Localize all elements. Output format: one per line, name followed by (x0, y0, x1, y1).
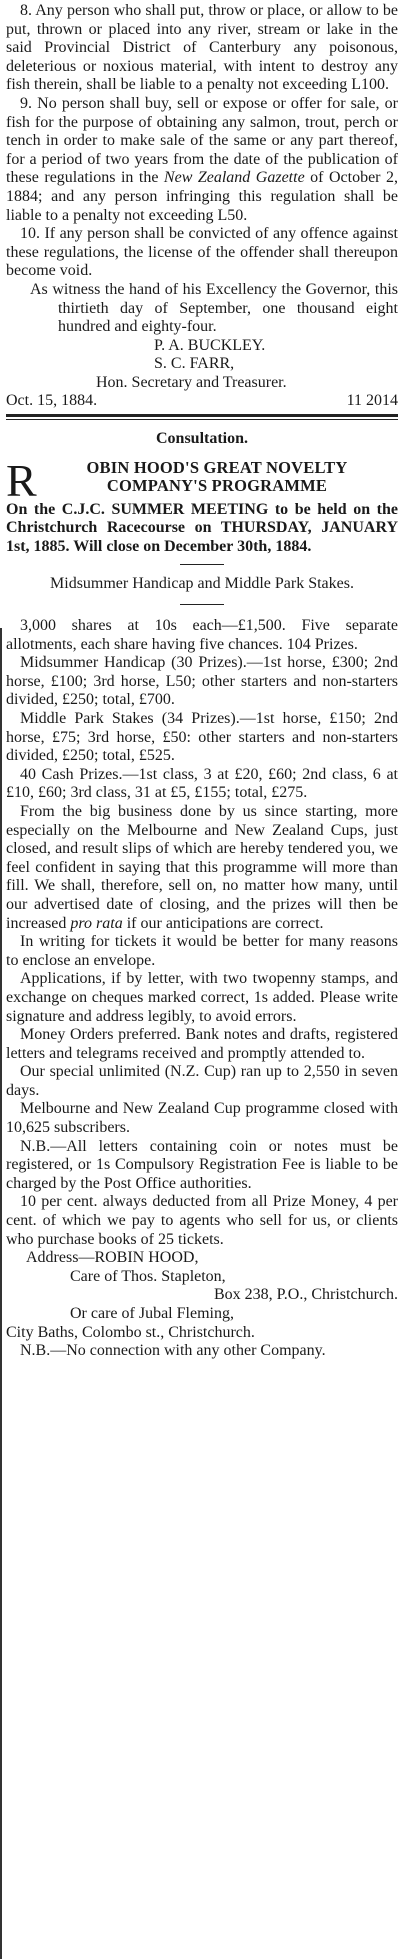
address-block (6, 1249, 398, 1342)
short-divider (180, 564, 224, 565)
notice-date: Oct. 15, 1884. (6, 392, 98, 410)
signatory-buckley: P. A. BUCKLEY. (154, 336, 266, 354)
dateline (6, 392, 398, 411)
signatory-farr: S. C. FARR, (154, 355, 235, 373)
witness-clause: As witness the hand of his Excellency the Governor, this thirtieth day of September, one thousand eight hundred and eighty-four. (30, 280, 398, 336)
midsummer-prizes: Midsummer Handicap (30 Prizes).—1st horse, £300; 2nd horse, £100; 3rd horse, L50; other starters and non-starters divided, £250; total, £700. (6, 654, 398, 709)
regulation-9 (6, 95, 398, 225)
money-orders-paragraph: Money Orders preferred. Bank notes and drafts, registered letters and telegrams received and promptly attended to. (6, 1026, 398, 1062)
no-connection-note: N.B.—No connection with any other Company. (20, 1342, 326, 1360)
section-divider-thin (6, 419, 398, 420)
meeting-intro: On the C.J.C. SUMMER MEETING to be held on the Christchurch Racecourse on THURSDAY, JANUARY 1st, 1885. Will close on December 30th, 1884. (6, 500, 398, 555)
tickets-envelope: In writing for tickets it would be better for many reasons to enclose an envelope. (6, 933, 398, 969)
section-divider-thick (6, 414, 398, 417)
regulation-9-text-b: of October 2, 1884; and any person infringing this regulation shall be liable to a penalty not exceeding L50. (6, 169, 399, 224)
address-line-3: Box 238, P.O., Christchurch. (214, 1286, 398, 1304)
middle-park-prizes: Middle Park Stakes (34 Prizes).—1st horse, £150; 2nd horse, £75; 3rd horse, £50: other starters and non-starters divided, £250; total, £525. (6, 710, 398, 765)
consultation-section (6, 430, 398, 1361)
address-line-5: City Baths, Colombo st., Christchurch. (6, 1323, 255, 1341)
business-text-b: if our anticipations are correct. (122, 914, 324, 932)
deduction-paragraph: 10 per cent. always deducted from all Prize Money, 4 per cent. of which we pay to agents who sell for us, or clients who purchase books of 25 tickets. (6, 1193, 398, 1248)
address-line-4: Or care of Jubal Fleming, (70, 1305, 234, 1322)
short-divider-2 (180, 604, 224, 605)
regulation-8: 8. Any person who shall put, throw or place, or allow to be put, thrown or placed into any river, stream or lake in the said Provincial District of Canterbury any poisonous, deleterious or noxious material, with intent to destroy any fish therein, shall be liable to a penalty not exceeding L100. (6, 2, 398, 94)
programme-title-text: OBIN HOOD'S GREAT NOVELTY COMPANY'S PROGRAMME (86, 457, 348, 496)
drop-cap-letter: R (6, 454, 37, 506)
special-unlimited-paragraph: Our special unlimited (N.Z. Cup) ran up to 2,550 in seven days. (6, 1063, 398, 1099)
cup-programme-paragraph: Melbourne and New Zealand Cup programme closed with 10,625 subscribers. (6, 1100, 398, 1137)
regulations-section (6, 2, 398, 411)
regulation-9-gazette: New Zealand Gazette (163, 169, 305, 187)
business-text-a: From the big business done by us since starting, more especially on the Melbourne and New Zealand Cups, just closed, and result slips of which are hereby tendered you, we feel confident in saying that this programme will more than fill. We shall, therefore, sell on, no matter how many, until our advertised date of closing, and the prizes will then be increased (6, 802, 398, 932)
shares-paragraph: 3,000 shares at 10s each—£1,500. Five separate allotments, each share having five chances. 104 Prizes. (6, 617, 398, 653)
consultation-heading: Consultation. (155, 430, 249, 448)
notice-ref: 11 2014 (346, 392, 398, 410)
column-left-border (0, 628, 2, 1959)
address-line-2: Care of Thos. Stapleton, (70, 1267, 226, 1285)
business-pro-rata: pro rata (70, 914, 123, 932)
programme-title (6, 454, 398, 506)
applications-paragraph: Applications, if by letter, with two twopenny stamps, and exchange on cheques marked correct, 1s added. Please write signature and address legibly, to avoid errors. (6, 970, 398, 1025)
registration-note: N.B.—All letters containing coin or notes must be registered, or 1s Compulsory Registration Fee is liable to be charged by the Post Office authorities. (6, 1137, 398, 1192)
address-line-1: Address—ROBIN HOOD, (26, 1249, 199, 1267)
races-subheading: Midsummer Handicap and Middle Park Stakes. (50, 575, 354, 593)
business-paragraph (6, 803, 398, 933)
regulation-9-text-a: 9. No person shall buy, sell or expose or offer for sale, or fish for the purpose of obtaining any salmon, trout, perch or tench in order to make sale of the same or any part thereof, for a period of two years from the date of the publication of these regulations in the (6, 94, 398, 187)
cash-prizes: 40 Cash Prizes.—1st class, 3 at £20, £60; 2nd class, 6 at £10, £60; 3rd class, 31 at £5, £155; total, £275. (6, 765, 398, 802)
regulation-10: 10. If any person shall be convicted of any offence against these regulations, the license of the offender shall thereupon become void. (6, 225, 398, 280)
signatory-title: Hon. Secretary and Treasurer. (96, 373, 287, 391)
